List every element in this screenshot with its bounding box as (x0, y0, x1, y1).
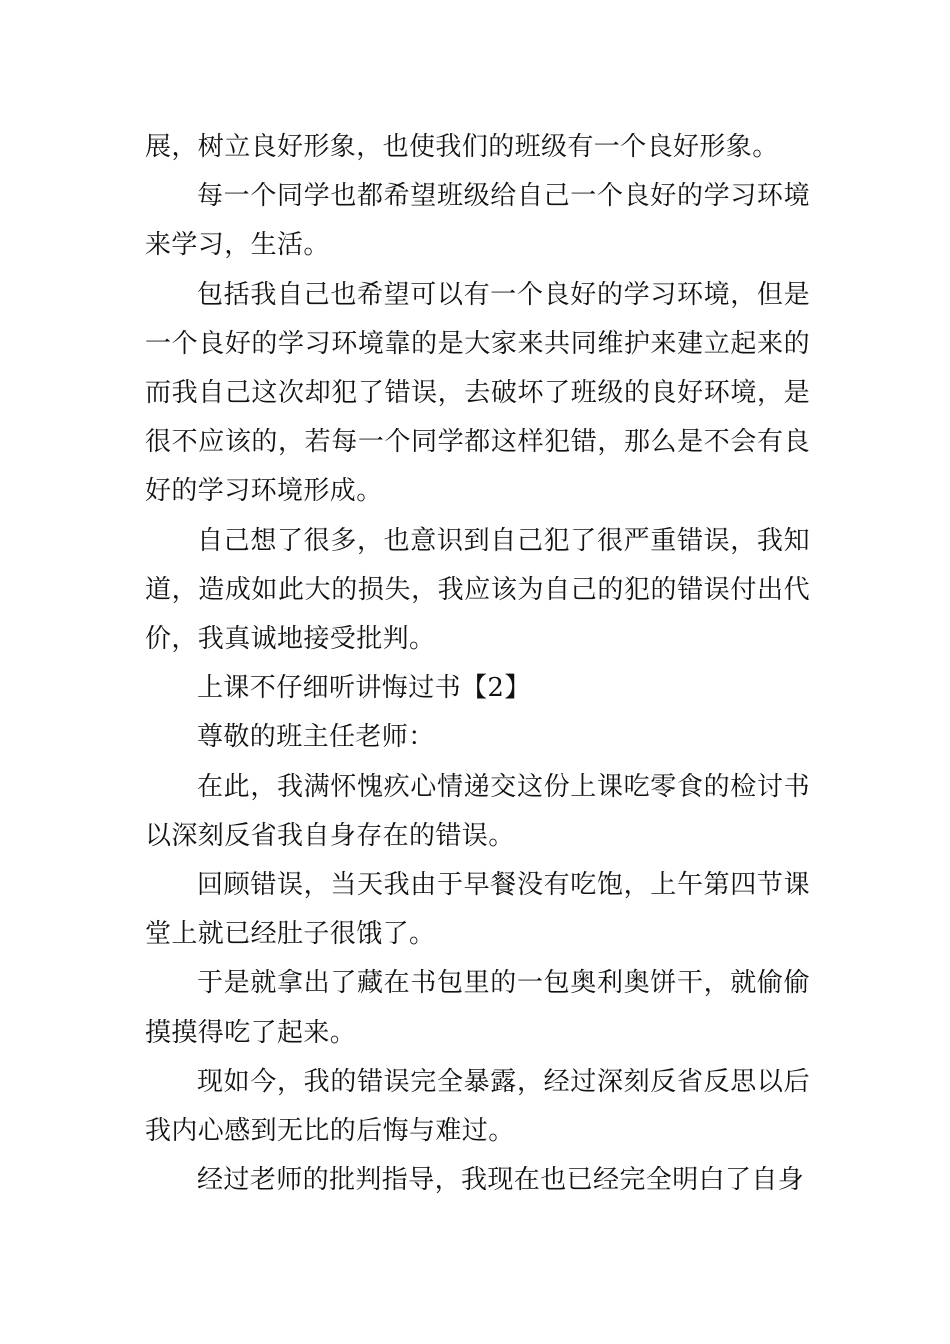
paragraph-6: 回顾错误，当天我由于早餐没有吃饱，上午第四节课堂上就已经肚子很饿了。 (145, 870, 810, 950)
paragraph-8: 现如今，我的错误完全暴露，经过深刻反省反思以后我内心感到无比的后悔与难过。 (145, 1066, 810, 1147)
salutation: 尊敬的班主任老师： (197, 722, 435, 753)
paragraph-3: 包括我自己也希望可以有一个良好的学习环境，但是一个良好的学习环境靠的是大家来共同维护来建立起来的而我自己这次却犯了错误，去破坏了班级的良好环境，是很不应该的，若每一个同学都这样犯错，那么是不会有良好的学习环境形成。 (145, 279, 810, 507)
paragraph-9: 经过老师的批判指导，我现在也已经完全明白了自身 (197, 1165, 805, 1196)
paragraph-2: 每一个同学也都希望班级给自己一个良好的学习环境来学习，生活。 (145, 181, 810, 261)
paragraph-1: 展，树立良好形象，也使我们的班级有一个良好形象。 (145, 132, 779, 162)
section-heading: 上课不仔细听讲悔过书【2】 (197, 673, 531, 704)
paragraph-5: 在此，我满怀愧疚心情递交这份上课吃零食的检讨书以深刻反省我自身存在的错误。 (145, 771, 810, 851)
paragraph-4: 自己想了很多，也意识到自己犯了很严重错误，我知道，造成如此大的损失，我应该为自己的犯的错误付出代价，我真诚地接受批判。 (145, 525, 810, 655)
document-body (145, 123, 810, 1205)
paragraph-7: 于是就拿出了藏在书包里的一包奥利奥饼干，就偷偷摸摸得吃了起来。 (145, 968, 810, 1048)
